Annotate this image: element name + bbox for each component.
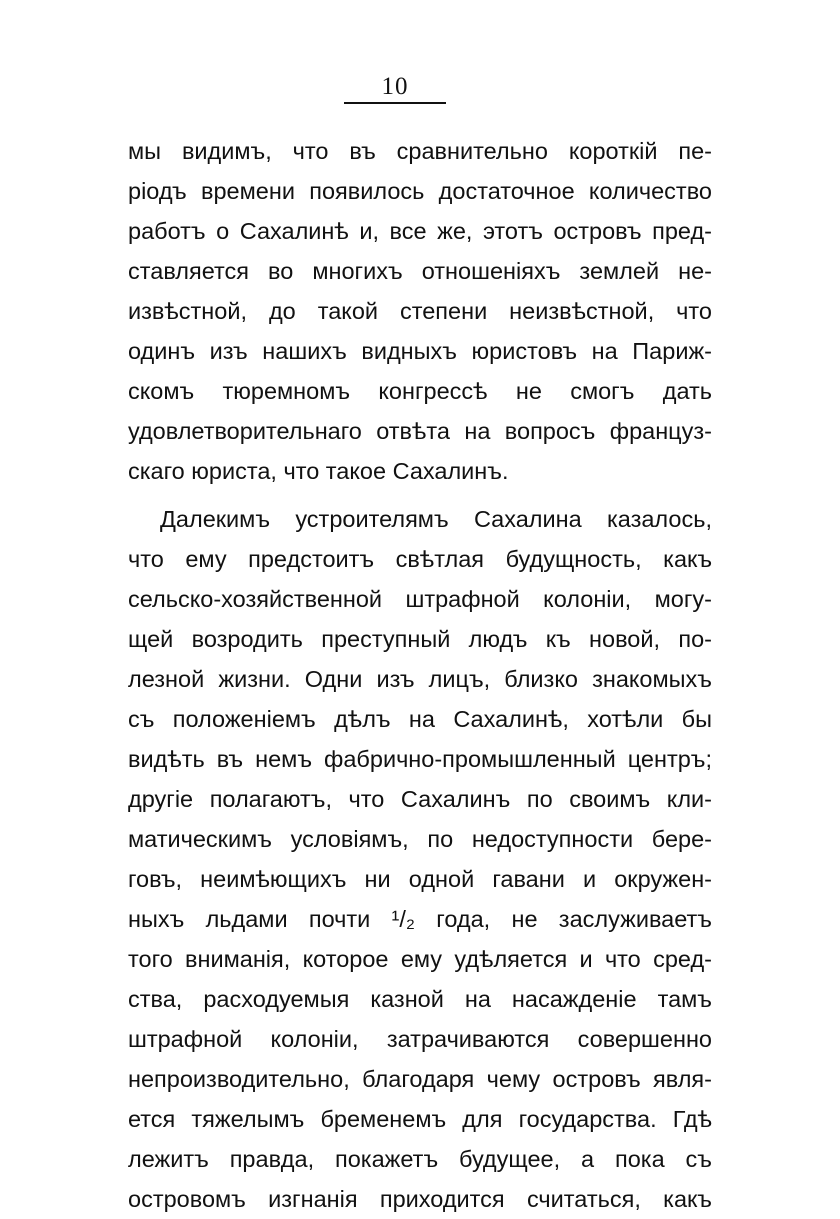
text-line: щей возродить преступный людъ къ новой, по- (128, 626, 712, 652)
text-line: лезной жизни. Одни изъ лицъ, близко знакомыхъ (128, 666, 712, 692)
text-line: говъ, неимѣющихъ ни одной гавани и окружен- (128, 866, 712, 892)
paragraph-gap (128, 491, 712, 499)
text-line: штрафной колоніи, затрачиваются совершенно (128, 1026, 712, 1052)
paragraph-2 (128, 499, 712, 1219)
text-line: ставляется во многихъ отношеніяхъ землей не- (128, 258, 712, 284)
text-line: извѣстной, до такой степени неизвѣстной, что (128, 298, 712, 324)
text-line: того вниманія, которое ему удѣляется и что сред- (128, 946, 712, 972)
text-line: скаго юриста, что такое Сахалинъ. (128, 458, 509, 484)
text-line: сельско-хозяйственной штрафной колоніи, могу- (128, 586, 712, 612)
text-line: съ положеніемъ дѣлъ на Сахалинѣ, хотѣли бы (128, 706, 712, 732)
text-line: матическимъ условіямъ, по недоступности бере- (128, 826, 712, 852)
text-line: одинъ изъ нашихъ видныхъ юристовъ на Париж- (128, 338, 712, 364)
text-line: лежитъ правда, покажетъ будущее, а пока съ (128, 1146, 712, 1172)
text-line: ріодъ времени появилось достаточное количество (128, 178, 712, 204)
text-line: ства, расходуемыя казной на насажденіе тамъ (128, 986, 712, 1012)
text-line: скомъ тюремномъ конгрессѣ не смогъ дать (128, 378, 712, 404)
text-line: удовлетворительнаго отвѣта на вопросъ француз- (128, 418, 712, 444)
text-line: ется тяжелымъ бременемъ для государства. Гдѣ (128, 1106, 712, 1132)
text-line: что ему предстоитъ свѣтлая будущность, какъ (128, 546, 712, 572)
header-rule (344, 102, 446, 104)
text-line: Далекимъ устроителямъ Сахалина казалось, (160, 506, 712, 532)
body-text (128, 131, 712, 1219)
text-line: мы видимъ, что въ сравнительно короткій пе- (128, 138, 712, 164)
text-line: островомъ изгнанія приходится считаться, какъ (128, 1186, 712, 1212)
text-line: видѣть въ немъ фабрично-промышленный центръ; (128, 746, 712, 772)
page-number: 10 (381, 73, 409, 100)
text-line: работъ о Сахалинѣ и, все же, этотъ островъ пред- (128, 218, 712, 244)
text-line: другіе полагаютъ, что Сахалинъ по своимъ кли- (128, 786, 712, 812)
paragraph-1 (128, 131, 712, 491)
text-line: ныхъ льдами почти ¹/₂ года, не заслуживаетъ (128, 906, 712, 932)
text-line: непроизводительно, благодаря чему островъ явля- (128, 1066, 712, 1092)
